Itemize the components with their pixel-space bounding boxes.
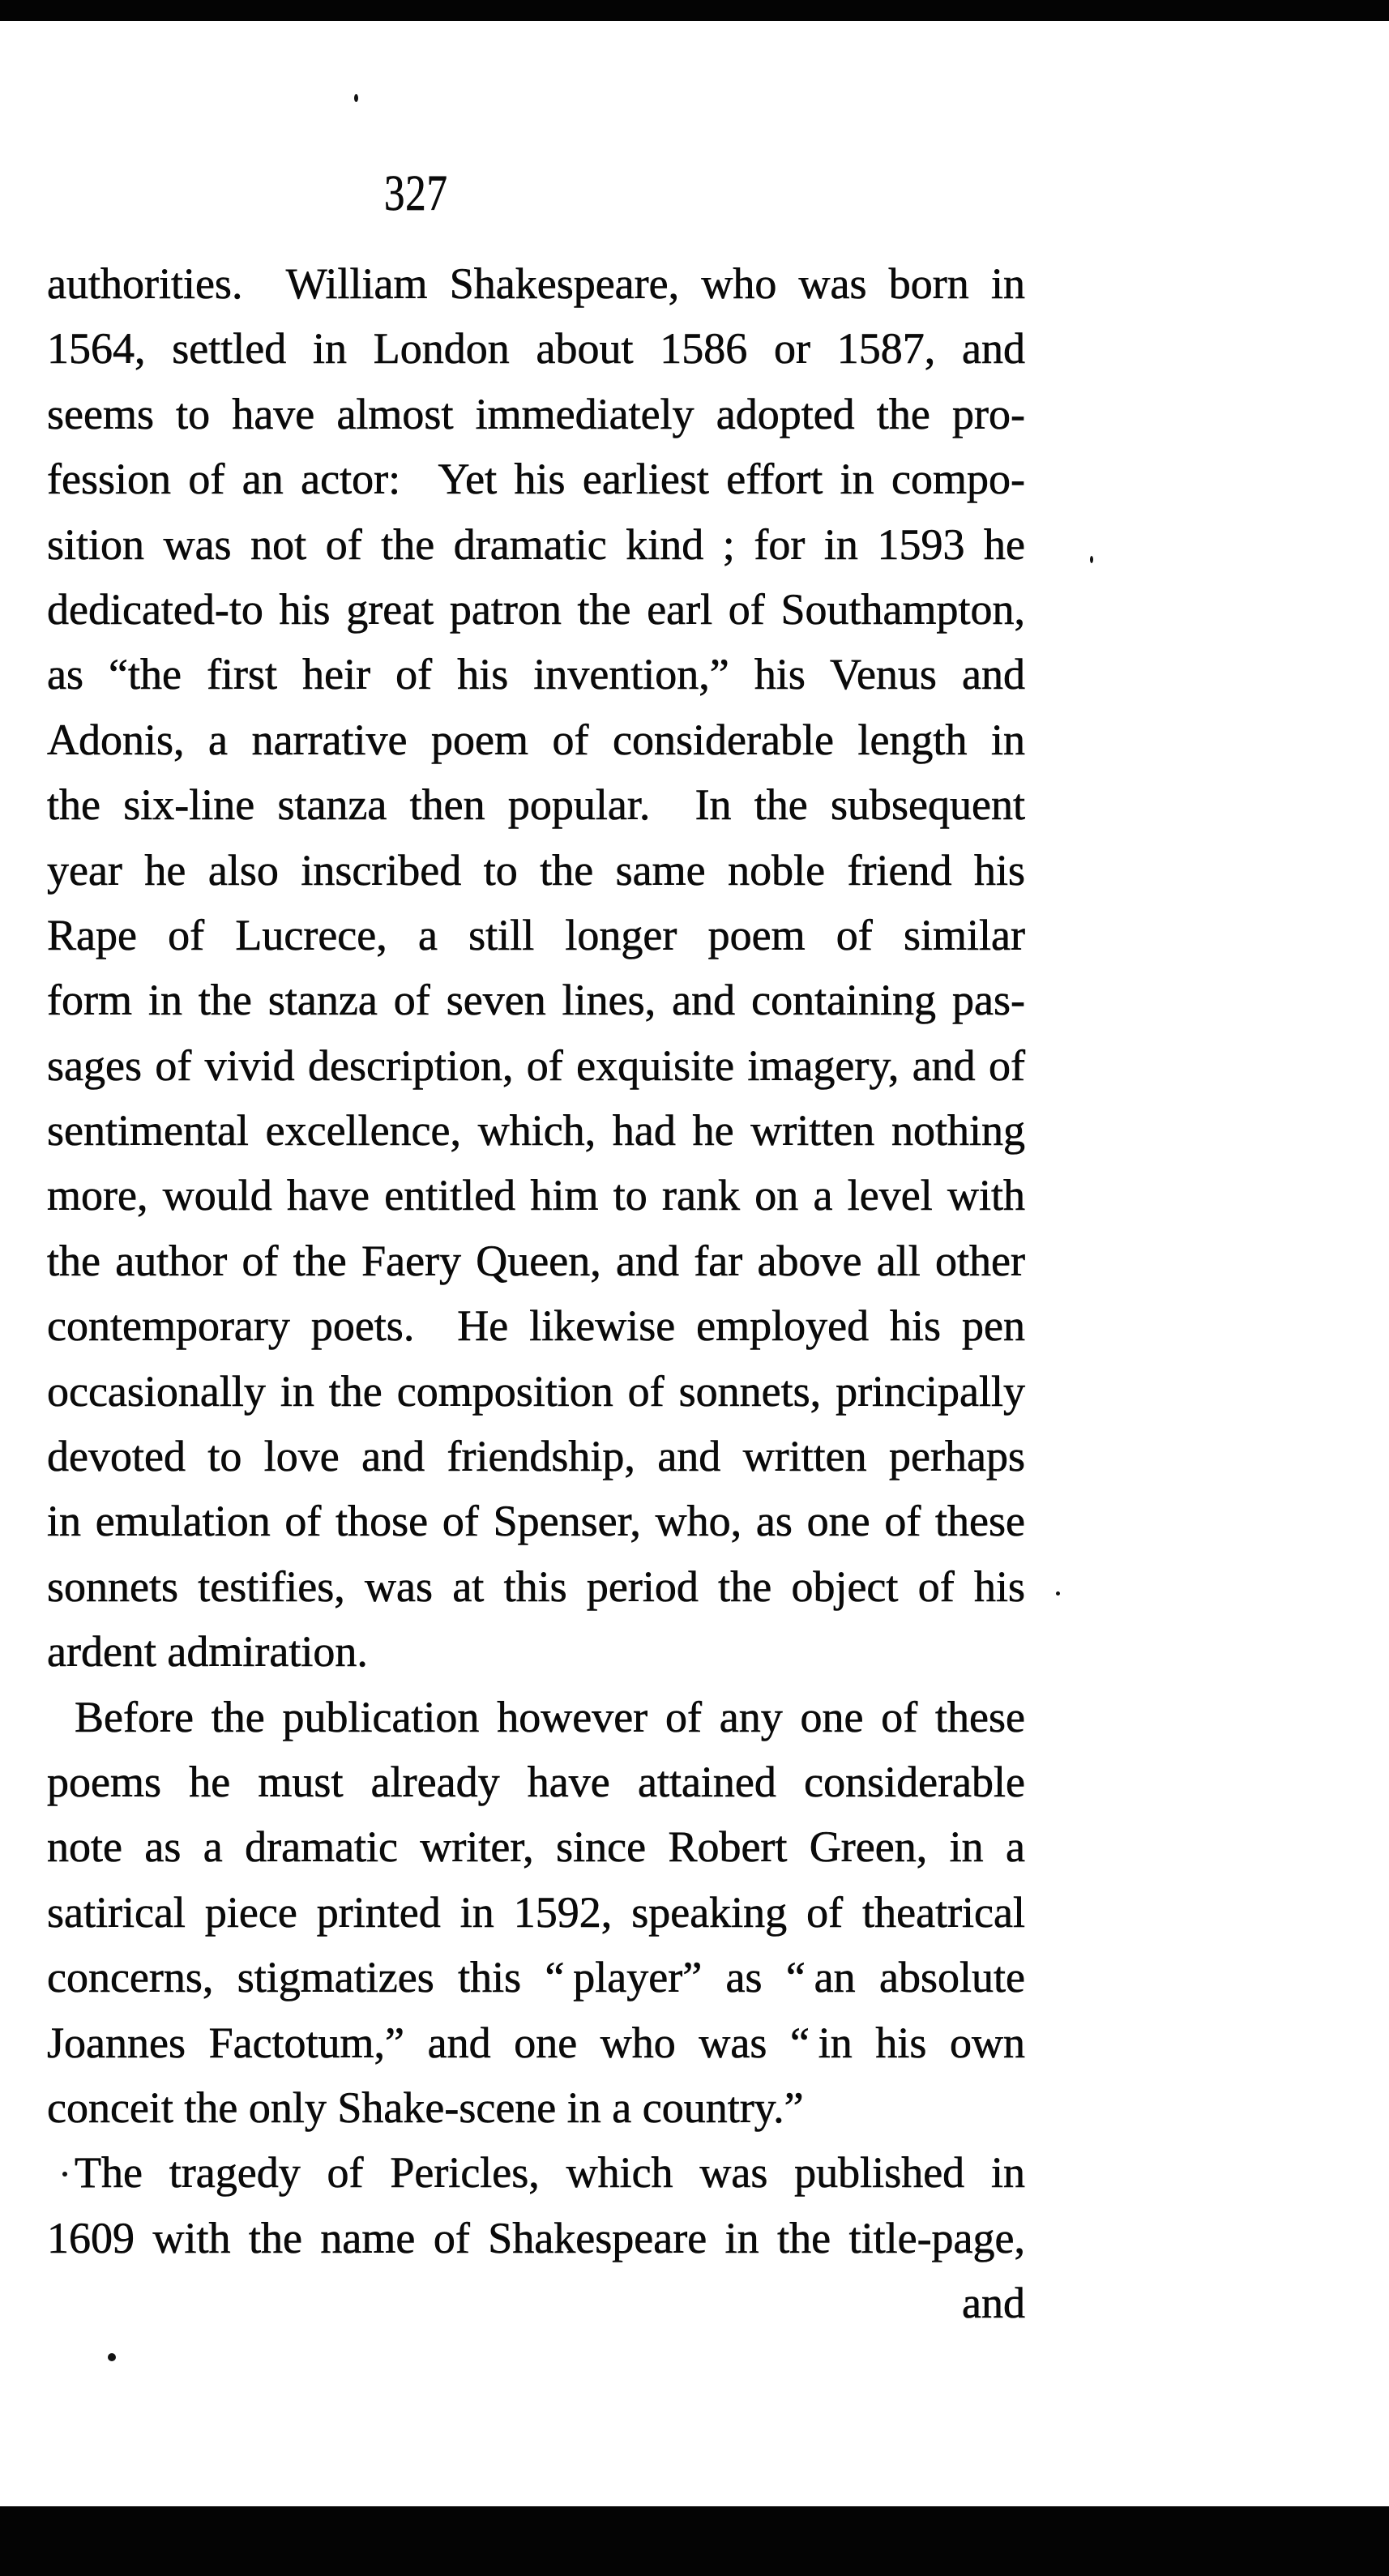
text-line-content: contemporary poets. He likewise employed his pen [47,1301,1025,1351]
text-line-content: the author of the Faery Queen, and far above all other [47,1236,1025,1285]
text-line [47,2206,1025,2271]
catchword-line [47,2271,1025,2335]
text-line-content: Before the publication however of any one of these [75,1692,1025,1741]
text-line [47,2010,1025,2075]
text-line [47,1814,1025,1879]
text-line-content: fession of an actor: Yet his earliest effort in compo- [47,455,1025,504]
text-line-content: devoted to love and friendship, and written perhaps [47,1432,1025,1481]
text-line-content: sonnets testifies, was at this period the object of his [47,1561,1025,1611]
catchword: and [962,2279,1025,2328]
text-line-content: sages of vivid description, of exquisite imagery, and of [47,1040,1025,1090]
text-line [47,251,1025,316]
text-line [47,2075,1025,2140]
text-line [47,316,1025,381]
text-line [47,382,1025,446]
text-line [47,1098,1025,1163]
text-line [47,838,1025,903]
text-line-content: The tragedy of Pericles, which was published in [75,2148,1025,2198]
scanner-edge-bottom [0,2506,1389,2576]
scanner-edge-top [0,0,1389,21]
ink-speck [354,94,358,102]
text-line-content: more, would have entitled him to rank on a level with [47,1171,1025,1220]
text-line-content: dedicated-to his great patron the earl of Southampton, [47,584,1025,634]
text-line [47,1880,1025,1945]
ink-speck [62,2172,67,2177]
text-line-content: Rape of Lucrece, a still longer poem of similar [47,910,1025,959]
text-line [47,1293,1025,1358]
text-line [47,1424,1025,1489]
text-line-content: 1609 with the name of Shakespeare in the title-page, [47,2213,1025,2262]
text-line-content: as “the first heir of his invention,” his Venus and [47,650,1025,699]
text-line-content: concerns, stigmatizes this “ player” as “ an absolute [47,1953,1025,2002]
text-line [47,1228,1025,1293]
page-number: 327 [384,166,448,221]
text-line [47,1619,1025,1684]
text-line [47,1359,1025,1424]
text-line [47,1685,1025,1749]
body-lines [47,251,1025,2271]
text-line-content: form in the stanza of seven lines, and containing pas- [47,976,1025,1025]
text-line-content: sentimental excellence, which, had he written nothing [47,1106,1025,1156]
ink-speck [1056,1591,1060,1596]
text-line [47,1163,1025,1228]
text-line-content: in emulation of those of Spenser, who, as one of these [47,1497,1025,1546]
text-line [47,707,1025,772]
text-line [47,512,1025,577]
text-line [47,772,1025,837]
text-line-content: seems to have almost immediately adopted the pro- [47,389,1025,438]
text-line [47,1489,1025,1553]
text-line-content: 1564, settled in London about 1586 or 1587, and [47,324,1025,374]
ink-speck [1090,556,1093,563]
text-line-content: year he also inscribed to the same noble friend his [47,845,1025,895]
text-line [47,1554,1025,1619]
text-line [47,1033,1025,1098]
text-line-content: conceit the only Shake-scene in a country.” [47,2083,804,2132]
ink-speck [108,2353,116,2361]
text-line [47,968,1025,1032]
text-line-content: poems he must already have attained considerable [47,1757,1025,1806]
text-line [47,1945,1025,2010]
text-line [47,1749,1025,1814]
text-line-content: sition was not of the dramatic kind ; for in 1593 he [47,519,1025,569]
text-line-content: Adonis, a narrative poem of considerable length in [47,715,1025,764]
text-line-content: the six-line stanza then popular. In the subsequent [47,780,1025,830]
text-line-content: occasionally in the composition of sonnets, principally [47,1366,1025,1416]
text-line-content: authorities. William Shakespeare, who was born in [47,259,1025,308]
text-block [47,251,1025,2336]
text-line [47,2140,1025,2205]
text-line-content: ardent admiration. [47,1627,368,1677]
text-line [47,642,1025,707]
text-line-content: Joannes Factotum,” and one who was “ in his own [47,2018,1025,2067]
text-line-content: satirical piece printed in 1592, speaking of theatrical [47,1887,1025,1937]
text-line [47,903,1025,968]
text-line [47,446,1025,511]
text-line [47,577,1025,642]
text-line-content: note as a dramatic writer, since Robert Green, in a [47,1822,1025,1872]
